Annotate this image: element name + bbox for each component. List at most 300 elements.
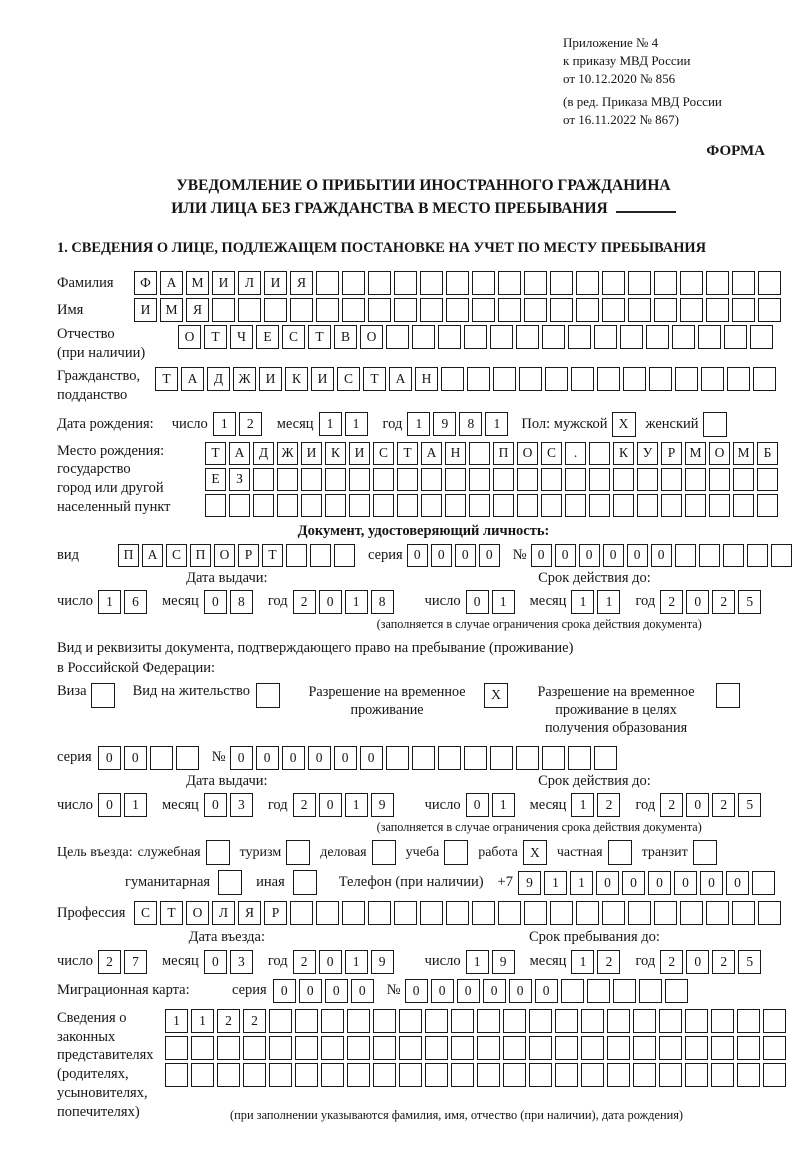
- visa-checkbox[interactable]: [91, 683, 115, 708]
- char-cell[interactable]: 0: [455, 544, 476, 567]
- char-cell[interactable]: [661, 468, 682, 491]
- char-cell[interactable]: [445, 494, 466, 517]
- purpose-private-checkbox[interactable]: [608, 840, 632, 865]
- char-cell[interactable]: [472, 271, 495, 295]
- char-cell[interactable]: [581, 1063, 604, 1087]
- char-cell[interactable]: [394, 298, 417, 322]
- char-cell[interactable]: Л: [212, 901, 235, 925]
- char-cell[interactable]: Т: [160, 901, 183, 925]
- char-cell[interactable]: 0: [431, 979, 454, 1003]
- char-cell[interactable]: [316, 271, 339, 295]
- char-cell[interactable]: [472, 901, 495, 925]
- char-cell[interactable]: 0: [319, 793, 342, 817]
- char-cell[interactable]: [445, 468, 466, 491]
- char-cell[interactable]: 1: [345, 412, 368, 436]
- char-cell[interactable]: Т: [308, 325, 331, 349]
- char-cell[interactable]: О: [360, 325, 383, 349]
- char-cell[interactable]: Р: [238, 544, 259, 567]
- char-cell[interactable]: [607, 1063, 630, 1087]
- char-cell[interactable]: [477, 1036, 500, 1060]
- char-cell[interactable]: [698, 325, 721, 349]
- char-cell[interactable]: [550, 901, 573, 925]
- char-cell[interactable]: [555, 1009, 578, 1033]
- char-cell[interactable]: [633, 1009, 656, 1033]
- purpose-transit-checkbox[interactable]: [693, 840, 717, 865]
- char-cell[interactable]: 2: [712, 793, 735, 817]
- char-cell[interactable]: [446, 298, 469, 322]
- char-cell[interactable]: [602, 271, 625, 295]
- char-cell[interactable]: [421, 468, 442, 491]
- char-cell[interactable]: [446, 271, 469, 295]
- char-cell[interactable]: [685, 468, 706, 491]
- char-cell[interactable]: Я: [290, 271, 313, 295]
- char-cell[interactable]: П: [190, 544, 211, 567]
- char-cell[interactable]: 1: [544, 871, 567, 895]
- char-cell[interactable]: 8: [459, 412, 482, 436]
- purpose-work-checkbox[interactable]: X: [523, 840, 547, 865]
- char-cell[interactable]: [709, 468, 730, 491]
- char-cell[interactable]: [529, 1063, 552, 1087]
- char-cell[interactable]: С: [337, 367, 360, 391]
- char-cell[interactable]: [498, 271, 521, 295]
- char-cell[interactable]: 0: [204, 950, 227, 974]
- char-cell[interactable]: [763, 1009, 786, 1033]
- char-cell[interactable]: А: [389, 367, 412, 391]
- char-cell[interactable]: И: [259, 367, 282, 391]
- char-cell[interactable]: 1: [485, 412, 508, 436]
- char-cell[interactable]: [517, 468, 538, 491]
- char-cell[interactable]: 0: [431, 544, 452, 567]
- char-cell[interactable]: [373, 494, 394, 517]
- char-cell[interactable]: И: [349, 442, 370, 465]
- char-cell[interactable]: 2: [660, 793, 683, 817]
- char-cell[interactable]: [565, 468, 586, 491]
- char-cell[interactable]: .: [565, 442, 586, 465]
- char-cell[interactable]: [737, 1036, 760, 1060]
- char-cell[interactable]: 1: [571, 950, 594, 974]
- char-cell[interactable]: [571, 367, 594, 391]
- char-cell[interactable]: Р: [661, 442, 682, 465]
- char-cell[interactable]: Ф: [134, 271, 157, 295]
- char-cell[interactable]: О: [178, 325, 201, 349]
- purpose-study-checkbox[interactable]: [444, 840, 468, 865]
- char-cell[interactable]: 5: [738, 950, 761, 974]
- char-cell[interactable]: [498, 298, 521, 322]
- char-cell[interactable]: 1: [597, 590, 620, 614]
- char-cell[interactable]: С: [166, 544, 187, 567]
- char-cell[interactable]: [438, 746, 461, 770]
- char-cell[interactable]: [628, 271, 651, 295]
- char-cell[interactable]: 1: [571, 793, 594, 817]
- char-cell[interactable]: [633, 1063, 656, 1087]
- char-cell[interactable]: [334, 544, 355, 567]
- char-cell[interactable]: 1: [191, 1009, 214, 1033]
- char-cell[interactable]: 6: [124, 590, 147, 614]
- char-cell[interactable]: Ч: [230, 325, 253, 349]
- char-cell[interactable]: [516, 746, 539, 770]
- char-cell[interactable]: [633, 1036, 656, 1060]
- char-cell[interactable]: [675, 544, 696, 567]
- char-cell[interactable]: [269, 1009, 292, 1033]
- char-cell[interactable]: [349, 494, 370, 517]
- char-cell[interactable]: О: [214, 544, 235, 567]
- char-cell[interactable]: [758, 271, 781, 295]
- char-cell[interactable]: О: [186, 901, 209, 925]
- char-cell[interactable]: М: [186, 271, 209, 295]
- char-cell[interactable]: [301, 494, 322, 517]
- char-cell[interactable]: [685, 1063, 708, 1087]
- char-cell[interactable]: [399, 1009, 422, 1033]
- char-cell[interactable]: 0: [651, 544, 672, 567]
- char-cell[interactable]: Ж: [277, 442, 298, 465]
- char-cell[interactable]: [469, 494, 490, 517]
- char-cell[interactable]: 0: [334, 746, 357, 770]
- char-cell[interactable]: [732, 271, 755, 295]
- char-cell[interactable]: [446, 901, 469, 925]
- char-cell[interactable]: Т: [363, 367, 386, 391]
- char-cell[interactable]: [464, 325, 487, 349]
- char-cell[interactable]: [277, 468, 298, 491]
- char-cell[interactable]: [342, 901, 365, 925]
- char-cell[interactable]: [771, 544, 792, 567]
- char-cell[interactable]: [165, 1036, 188, 1060]
- char-cell[interactable]: 1: [492, 590, 515, 614]
- char-cell[interactable]: [623, 367, 646, 391]
- char-cell[interactable]: [581, 1036, 604, 1060]
- char-cell[interactable]: З: [229, 468, 250, 491]
- char-cell[interactable]: [665, 979, 688, 1003]
- char-cell[interactable]: И: [301, 442, 322, 465]
- char-cell[interactable]: 0: [686, 950, 709, 974]
- char-cell[interactable]: [529, 1009, 552, 1033]
- char-cell[interactable]: И: [311, 367, 334, 391]
- char-cell[interactable]: [659, 1063, 682, 1087]
- char-cell[interactable]: [565, 494, 586, 517]
- char-cell[interactable]: [587, 979, 610, 1003]
- char-cell[interactable]: [724, 325, 747, 349]
- char-cell[interactable]: [737, 1009, 760, 1033]
- char-cell[interactable]: 0: [360, 746, 383, 770]
- char-cell[interactable]: [490, 746, 513, 770]
- char-cell[interactable]: [493, 367, 516, 391]
- char-cell[interactable]: [425, 1009, 448, 1033]
- char-cell[interactable]: 0: [622, 871, 645, 895]
- char-cell[interactable]: 0: [579, 544, 600, 567]
- purpose-humanitarian-checkbox[interactable]: [218, 870, 242, 895]
- char-cell[interactable]: [498, 901, 521, 925]
- char-cell[interactable]: И: [264, 271, 287, 295]
- char-cell[interactable]: 1: [345, 793, 368, 817]
- char-cell[interactable]: 2: [712, 950, 735, 974]
- char-cell[interactable]: 1: [213, 412, 236, 436]
- char-cell[interactable]: [620, 325, 643, 349]
- char-cell[interactable]: К: [325, 442, 346, 465]
- char-cell[interactable]: [420, 901, 443, 925]
- char-cell[interactable]: [594, 746, 617, 770]
- char-cell[interactable]: [316, 901, 339, 925]
- char-cell[interactable]: [176, 746, 199, 770]
- char-cell[interactable]: 0: [596, 871, 619, 895]
- char-cell[interactable]: О: [709, 442, 730, 465]
- char-cell[interactable]: 0: [509, 979, 532, 1003]
- char-cell[interactable]: 2: [712, 590, 735, 614]
- char-cell[interactable]: [217, 1063, 240, 1087]
- char-cell[interactable]: Е: [205, 468, 226, 491]
- char-cell[interactable]: 2: [293, 590, 316, 614]
- char-cell[interactable]: [310, 544, 331, 567]
- char-cell[interactable]: [581, 1009, 604, 1033]
- char-cell[interactable]: [646, 325, 669, 349]
- char-cell[interactable]: [503, 1036, 526, 1060]
- char-cell[interactable]: 0: [686, 590, 709, 614]
- char-cell[interactable]: 0: [351, 979, 374, 1003]
- char-cell[interactable]: 0: [627, 544, 648, 567]
- char-cell[interactable]: 0: [282, 746, 305, 770]
- char-cell[interactable]: К: [613, 442, 634, 465]
- char-cell[interactable]: [649, 367, 672, 391]
- char-cell[interactable]: [711, 1009, 734, 1033]
- char-cell[interactable]: Л: [238, 271, 261, 295]
- char-cell[interactable]: 0: [726, 871, 749, 895]
- char-cell[interactable]: П: [118, 544, 139, 567]
- char-cell[interactable]: [675, 367, 698, 391]
- char-cell[interactable]: 1: [407, 412, 430, 436]
- char-cell[interactable]: [733, 494, 754, 517]
- char-cell[interactable]: [732, 298, 755, 322]
- residence-permit-checkbox[interactable]: [256, 683, 280, 708]
- char-cell[interactable]: [628, 901, 651, 925]
- char-cell[interactable]: [589, 442, 610, 465]
- char-cell[interactable]: [503, 1009, 526, 1033]
- char-cell[interactable]: [541, 494, 562, 517]
- char-cell[interactable]: Б: [757, 442, 778, 465]
- char-cell[interactable]: [550, 298, 573, 322]
- char-cell[interactable]: [286, 544, 307, 567]
- char-cell[interactable]: 2: [293, 950, 316, 974]
- char-cell[interactable]: [347, 1009, 370, 1033]
- char-cell[interactable]: 0: [204, 590, 227, 614]
- char-cell[interactable]: 7: [124, 950, 147, 974]
- char-cell[interactable]: [277, 494, 298, 517]
- char-cell[interactable]: 2: [660, 950, 683, 974]
- char-cell[interactable]: [150, 746, 173, 770]
- char-cell[interactable]: [165, 1063, 188, 1087]
- char-cell[interactable]: [394, 901, 417, 925]
- char-cell[interactable]: [637, 468, 658, 491]
- char-cell[interactable]: [490, 325, 513, 349]
- char-cell[interactable]: 2: [217, 1009, 240, 1033]
- char-cell[interactable]: [425, 1063, 448, 1087]
- char-cell[interactable]: И: [212, 271, 235, 295]
- char-cell[interactable]: [421, 494, 442, 517]
- char-cell[interactable]: [316, 298, 339, 322]
- purpose-other-checkbox[interactable]: [293, 870, 317, 895]
- char-cell[interactable]: [659, 1009, 682, 1033]
- char-cell[interactable]: 1: [98, 590, 121, 614]
- char-cell[interactable]: С: [373, 442, 394, 465]
- char-cell[interactable]: 2: [597, 793, 620, 817]
- char-cell[interactable]: 3: [230, 950, 253, 974]
- char-cell[interactable]: 0: [700, 871, 723, 895]
- char-cell[interactable]: С: [134, 901, 157, 925]
- char-cell[interactable]: 1: [492, 793, 515, 817]
- char-cell[interactable]: [469, 442, 490, 465]
- char-cell[interactable]: [594, 325, 617, 349]
- char-cell[interactable]: [467, 367, 490, 391]
- char-cell[interactable]: 2: [243, 1009, 266, 1033]
- char-cell[interactable]: 0: [457, 979, 480, 1003]
- char-cell[interactable]: [672, 325, 695, 349]
- char-cell[interactable]: [325, 468, 346, 491]
- char-cell[interactable]: [516, 325, 539, 349]
- char-cell[interactable]: Т: [205, 442, 226, 465]
- char-cell[interactable]: [706, 901, 729, 925]
- char-cell[interactable]: 0: [686, 793, 709, 817]
- char-cell[interactable]: 0: [325, 979, 348, 1003]
- char-cell[interactable]: [212, 298, 235, 322]
- char-cell[interactable]: 0: [407, 544, 428, 567]
- char-cell[interactable]: 2: [597, 950, 620, 974]
- char-cell[interactable]: 1: [345, 950, 368, 974]
- char-cell[interactable]: [451, 1036, 474, 1060]
- char-cell[interactable]: [589, 494, 610, 517]
- char-cell[interactable]: Е: [256, 325, 279, 349]
- char-cell[interactable]: 0: [674, 871, 697, 895]
- char-cell[interactable]: [701, 367, 724, 391]
- char-cell[interactable]: [368, 298, 391, 322]
- char-cell[interactable]: 0: [204, 793, 227, 817]
- purpose-tourism-checkbox[interactable]: [286, 840, 310, 865]
- char-cell[interactable]: [758, 901, 781, 925]
- char-cell[interactable]: М: [685, 442, 706, 465]
- char-cell[interactable]: [750, 325, 773, 349]
- char-cell[interactable]: 1: [570, 871, 593, 895]
- char-cell[interactable]: [602, 298, 625, 322]
- char-cell[interactable]: [727, 367, 750, 391]
- char-cell[interactable]: [217, 1036, 240, 1060]
- char-cell[interactable]: А: [142, 544, 163, 567]
- char-cell[interactable]: [613, 468, 634, 491]
- char-cell[interactable]: [191, 1036, 214, 1060]
- char-cell[interactable]: [637, 494, 658, 517]
- char-cell[interactable]: А: [181, 367, 204, 391]
- char-cell[interactable]: Д: [253, 442, 274, 465]
- char-cell[interactable]: [373, 1036, 396, 1060]
- char-cell[interactable]: 0: [308, 746, 331, 770]
- char-cell[interactable]: [253, 494, 274, 517]
- char-cell[interactable]: [425, 1036, 448, 1060]
- char-cell[interactable]: [493, 468, 514, 491]
- char-cell[interactable]: [753, 367, 776, 391]
- char-cell[interactable]: [628, 298, 651, 322]
- char-cell[interactable]: [550, 271, 573, 295]
- char-cell[interactable]: [412, 325, 435, 349]
- char-cell[interactable]: 3: [230, 793, 253, 817]
- char-cell[interactable]: 5: [738, 793, 761, 817]
- char-cell[interactable]: [469, 468, 490, 491]
- char-cell[interactable]: [555, 1063, 578, 1087]
- char-cell[interactable]: [321, 1063, 344, 1087]
- char-cell[interactable]: [290, 901, 313, 925]
- char-cell[interactable]: [706, 298, 729, 322]
- char-cell[interactable]: [441, 367, 464, 391]
- char-cell[interactable]: [386, 746, 409, 770]
- char-cell[interactable]: [464, 746, 487, 770]
- char-cell[interactable]: [264, 298, 287, 322]
- char-cell[interactable]: [295, 1063, 318, 1087]
- char-cell[interactable]: 1: [319, 412, 342, 436]
- char-cell[interactable]: 0: [230, 746, 253, 770]
- char-cell[interactable]: [519, 367, 542, 391]
- char-cell[interactable]: 0: [124, 746, 147, 770]
- char-cell[interactable]: [269, 1063, 292, 1087]
- char-cell[interactable]: 0: [479, 544, 500, 567]
- char-cell[interactable]: 9: [518, 871, 541, 895]
- char-cell[interactable]: [397, 494, 418, 517]
- char-cell[interactable]: 0: [273, 979, 296, 1003]
- char-cell[interactable]: [253, 468, 274, 491]
- char-cell[interactable]: [451, 1063, 474, 1087]
- char-cell[interactable]: [295, 1009, 318, 1033]
- char-cell[interactable]: Н: [415, 367, 438, 391]
- char-cell[interactable]: [412, 746, 435, 770]
- char-cell[interactable]: [295, 1036, 318, 1060]
- char-cell[interactable]: [685, 1036, 708, 1060]
- char-cell[interactable]: 8: [230, 590, 253, 614]
- char-cell[interactable]: 1: [466, 950, 489, 974]
- char-cell[interactable]: [607, 1009, 630, 1033]
- char-cell[interactable]: Т: [155, 367, 178, 391]
- char-cell[interactable]: [542, 746, 565, 770]
- char-cell[interactable]: 1: [124, 793, 147, 817]
- char-cell[interactable]: [347, 1063, 370, 1087]
- char-cell[interactable]: 9: [492, 950, 515, 974]
- char-cell[interactable]: [699, 544, 720, 567]
- char-cell[interactable]: [301, 468, 322, 491]
- char-cell[interactable]: Ж: [233, 367, 256, 391]
- char-cell[interactable]: К: [285, 367, 308, 391]
- char-cell[interactable]: [399, 1036, 422, 1060]
- char-cell[interactable]: 1: [571, 590, 594, 614]
- char-cell[interactable]: 2: [293, 793, 316, 817]
- char-cell[interactable]: [349, 468, 370, 491]
- char-cell[interactable]: [711, 1063, 734, 1087]
- char-cell[interactable]: [243, 1036, 266, 1060]
- char-cell[interactable]: [373, 1009, 396, 1033]
- char-cell[interactable]: Т: [397, 442, 418, 465]
- char-cell[interactable]: [477, 1009, 500, 1033]
- char-cell[interactable]: [524, 901, 547, 925]
- char-cell[interactable]: М: [733, 442, 754, 465]
- char-cell[interactable]: 0: [98, 746, 121, 770]
- char-cell[interactable]: [680, 271, 703, 295]
- char-cell[interactable]: [394, 271, 417, 295]
- char-cell[interactable]: 2: [239, 412, 262, 436]
- char-cell[interactable]: [576, 298, 599, 322]
- char-cell[interactable]: [290, 298, 313, 322]
- char-cell[interactable]: [568, 746, 591, 770]
- char-cell[interactable]: [709, 494, 730, 517]
- char-cell[interactable]: [321, 1036, 344, 1060]
- char-cell[interactable]: 0: [466, 590, 489, 614]
- char-cell[interactable]: 9: [433, 412, 456, 436]
- char-cell[interactable]: 0: [535, 979, 558, 1003]
- char-cell[interactable]: [342, 271, 365, 295]
- char-cell[interactable]: [524, 271, 547, 295]
- char-cell[interactable]: Р: [264, 901, 287, 925]
- char-cell[interactable]: [451, 1009, 474, 1033]
- char-cell[interactable]: [680, 298, 703, 322]
